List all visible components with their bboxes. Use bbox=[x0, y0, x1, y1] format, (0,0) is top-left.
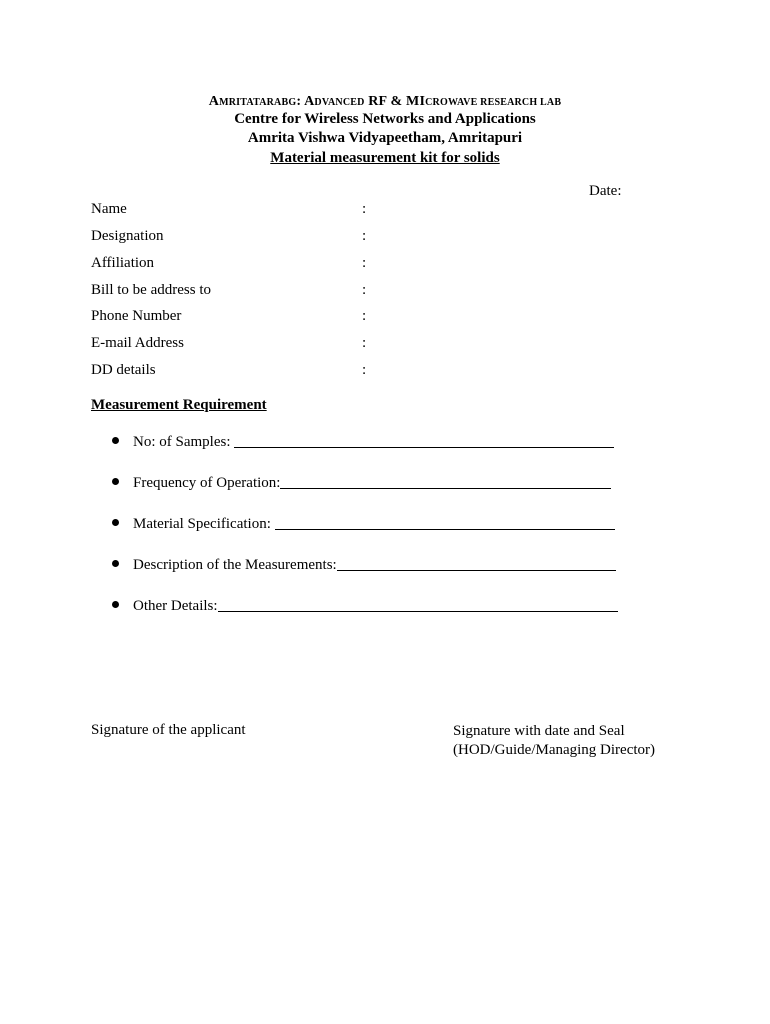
phone-label: Phone Number bbox=[91, 308, 182, 324]
frequency-blank[interactable] bbox=[280, 474, 611, 489]
list-item bbox=[112, 515, 615, 533]
bullet-icon bbox=[112, 519, 119, 526]
designation-colon: : bbox=[362, 228, 367, 244]
dd-details-colon: : bbox=[362, 362, 367, 378]
material-spec-label: Material Specification: bbox=[133, 516, 275, 532]
centre-title: Centre for Wireless Networks and Applications bbox=[234, 111, 536, 127]
bullet-icon bbox=[112, 560, 119, 567]
list-item bbox=[112, 433, 614, 451]
bill-address-colon: : bbox=[362, 282, 367, 298]
bullet-icon bbox=[112, 601, 119, 608]
dd-details-label: DD details bbox=[91, 362, 156, 378]
measurement-heading: Measurement Requirement bbox=[91, 397, 267, 413]
bill-address-label: Bill to be address to bbox=[91, 282, 211, 298]
other-details-label: Other Details: bbox=[133, 598, 218, 614]
date-label: Date: bbox=[589, 183, 622, 199]
list-item bbox=[112, 597, 618, 615]
list-item bbox=[112, 556, 616, 574]
authority-signature-block bbox=[453, 722, 655, 760]
university-title: Amrita Vishwa Vidyapeetham, Amritapuri bbox=[247, 130, 523, 146]
description-blank[interactable] bbox=[337, 556, 616, 571]
email-label: E-mail Address bbox=[91, 335, 184, 351]
authority-signature-label: Signature with date and Seal bbox=[453, 723, 625, 739]
samples-blank[interactable] bbox=[234, 433, 614, 448]
affiliation-colon: : bbox=[362, 255, 367, 271]
frequency-label: Frequency of Operation: bbox=[133, 475, 281, 491]
samples-label: No: of Samples: bbox=[133, 434, 235, 450]
name-label: Name bbox=[91, 201, 127, 217]
bullet-icon bbox=[112, 437, 119, 444]
material-spec-blank[interactable] bbox=[275, 515, 615, 530]
name-colon: : bbox=[362, 201, 367, 217]
applicant-signature-label: Signature of the applicant bbox=[91, 722, 246, 738]
affiliation-label: Affiliation bbox=[91, 255, 155, 271]
description-label: Description of the Measurements: bbox=[133, 557, 337, 573]
lab-title: AMRITATARABG: ADVANCED RF & MICROWAVE RESEARCH LAB bbox=[208, 94, 562, 109]
other-details-blank[interactable] bbox=[218, 597, 618, 612]
form-title: Material measurement kit for solids bbox=[270, 150, 500, 166]
email-colon: : bbox=[362, 335, 367, 351]
phone-colon: : bbox=[362, 308, 367, 324]
list-item bbox=[112, 474, 611, 492]
designation-label: Designation bbox=[91, 228, 164, 244]
authority-designation: (HOD/Guide/Managing Director) bbox=[453, 742, 656, 758]
bullet-icon bbox=[112, 478, 119, 485]
